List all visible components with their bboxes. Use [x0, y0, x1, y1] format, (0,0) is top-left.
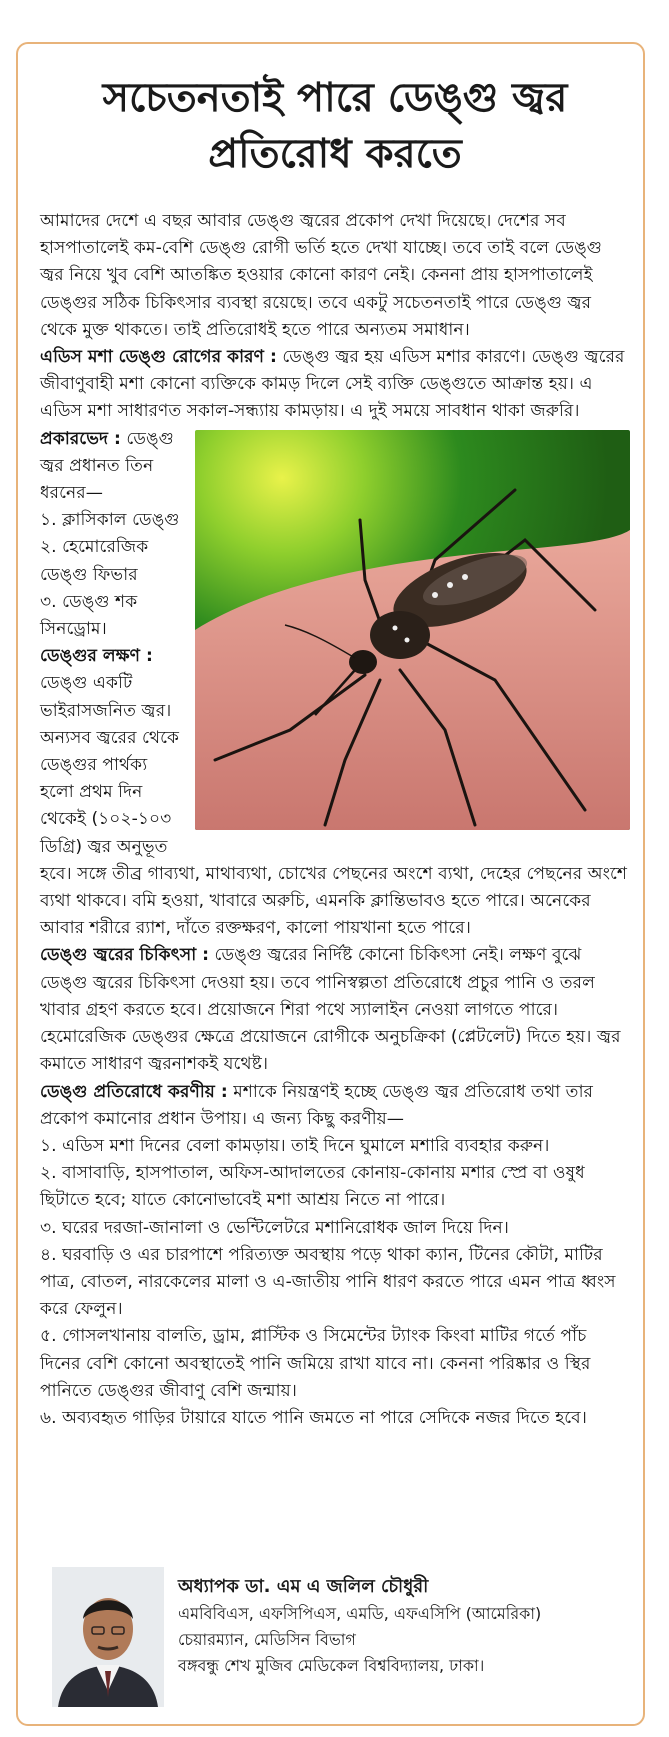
treatment-heading: ডেঙ্গু জ্বরের চিকিৎসা : [40, 945, 210, 966]
types-item: ৩. ডেঙ্গু শক সিনড্রোম। [40, 591, 138, 640]
title-line-2: প্রতিরোধ করতে [208, 130, 462, 177]
author-degrees: এমবিবিএস, এফসিপিএস, এমডি, এফএসিপি (আমেরিকা) [178, 1604, 542, 1623]
types-heading: প্রকারভেদ : [40, 428, 121, 449]
author-position: চেয়ারম্যান, মেডিসিন বিভাগ [178, 1630, 356, 1649]
author-details [178, 1573, 618, 1679]
types-section [40, 426, 630, 943]
types-item: ২. হেমোরেজিক ডেঙ্গু ফিভার [40, 537, 149, 585]
treatment-paragraph [40, 942, 630, 1078]
prevention-text: মশাকে নিয়ন্ত্রণই হচ্ছে ডেঙ্গু জ্বর প্রতিরোধ তথা তার প্রকোপ কমানোর প্রধান উপায়। এ জন্য কিছু করণীয়— [40, 1081, 594, 1129]
article-title [40, 70, 630, 182]
article [40, 60, 630, 1432]
prevention-item: ৬. অব্যবহৃত গাড়ির টায়ারে যাতে পানি জমতে না পারে সেদিকে নজর দিতে হবে। [40, 1407, 587, 1428]
title-line-1: সচেতনতাই পারে ডেঙ্গু জ্বর [102, 74, 568, 121]
cause-heading: এডিস মশা ডেঙ্গু রোগের কারণ : [40, 347, 277, 368]
author-institution: বঙ্গবন্ধু শেখ মুজিব মেডিকেল বিশ্ববিদ্যালয়, ঢাকা। [178, 1656, 485, 1675]
cause-text: ডেঙ্গু জ্বর হয় এডিস মশার কারণে। ডেঙ্গু জ্বরের জীবাণুবাহী মশা কোনো ব্যক্তিকে কামড় দিলে সেই ব্যক্তি ডেঙ্গুতে আক্রান্ত হয়। এ এডিস মশা সাধারণত সকাল-সন্ধ্যায় কামড়ায়। এ দুই সময়ে সাবধান থাকা জরুরি। [40, 347, 625, 422]
prevention-item: ২. বাসাবাড়ি, হাসপাতাল, অফিস-আদালতের কোনায়-কোনায় মশার স্প্রে বা ওষুধ ছিটাতে হবে; যাতে কোনোভাবেই মশা আশ্রয় নিতে না পারে। [40, 1163, 585, 1211]
types-item: ১. ক্লাসিকাল ডেঙ্গু [40, 510, 180, 531]
author-portrait [52, 1567, 164, 1707]
prevention-item: ৫. গোসলখানায় বালতি, ড্রাম, প্লাস্টিক ও সিমেন্টের ট্যাংক কিংবা মাটির গর্তে পাঁচ দিনের বেশি কোনো অবস্থাতেই পানি জমিয়ে রাখা যাবে না। কেননা পরিষ্কার ও স্থির পানিতে ডেঙ্গুর জীবাণু বেশি জন্মায়। [40, 1326, 591, 1401]
author-name: অধ্যাপক ডা. এম এ জলিল চৌধুরী [178, 1576, 429, 1597]
treatment-text: ডেঙ্গু জ্বরের নির্দিষ্ট কোনো চিকিৎসা নেই। লক্ষণ বুঝে ডেঙ্গু জ্বরের চিকিৎসা দেওয়া হয়। তবে পানিস্বল্পতা প্রতিরোধে প্রচুর পানি ও তরল খাবার গ্রহণ করতে হবে। প্রয়োজনে শিরা পথে স্যালাইন নেওয়া লাগতে পারে। হেমোরেজিক ডেঙ্গুর ক্ষেত্রে প্রয়োজনে রোগীকে অনুচক্রিকা (প্লেটলেট) দিতে হয়। জ্বর কমাতে সাধারণ জ্বরনাশকই যথেষ্ট। [40, 945, 621, 1075]
cause-paragraph [40, 344, 630, 426]
mosquito-photo [195, 430, 630, 830]
intro-paragraph: আমাদের দেশে এ বছর আবার ডেঙ্গু জ্বরের প্রকোপ দেখা দিয়েছে। দেশের সব হাসপাতালেই কম-বেশি ডেঙ্গু রোগী ভর্তি হতে দেখা যাচ্ছে। তবে তাই বলে ডেঙ্গু জ্বর নিয়ে খুব বেশি আতঙ্কিত হওয়ার কোনো কারণ নেই। কেননা প্রায় হাসপাতালেই ডেঙ্গুর সঠিক চিকিৎসার ব্যবস্থা রয়েছে। তবে একটু সচেতনতাই পারে ডেঙ্গু জ্বর থেকে মুক্ত থাকতে। তাই প্রতিরোধই হতে পারে অন্যতম সমাধান। [40, 211, 602, 340]
prevention-paragraph [40, 1079, 630, 1133]
symptoms-heading: ডেঙ্গুর লক্ষণ : [40, 646, 153, 667]
prevention-item: ৩. ঘরের দরজা-জানালা ও ভেন্টিলেটরে মশানিরোধক জাল দিয়ে দিন। [40, 1217, 509, 1238]
author-block [52, 1567, 612, 1707]
types-text: ডেঙ্গু জ্বর প্রধানত তিন ধরনের— [40, 428, 174, 504]
prevention-heading: ডেঙ্গু প্রতিরোধে করণীয় : [40, 1081, 228, 1102]
symptoms-text: ডেঙ্গু একটি ভাইরাসজনিত জ্বর। অন্যসব জ্বরের থেকে ডেঙ্গুর পার্থক্য হলো প্রথম দিন থেকেই (১০২-১০৩ ডিগ্রি) জ্বর অনুভূত হবে। সঙ্গে তীব্র গাব্যথা, মাথাব্যথা, চোখের পেছনের অংশে ব্যথা, দেহের পেছনের অংশে ব্যথা থাকবে। বমি হওয়া, খাবারে অরুচি, এমনকি ক্লান্তিভাবও হতে পারে। অনেকের আবার শরীরে র‍্যাশ, দাঁতে রক্তক্ষরণ, কালো পায়খানা হতে পারে। [40, 673, 628, 939]
prevention-item: ১. এডিস মশা দিনের বেলা কামড়ায়। তাই দিনে ঘুমালে মশারি ব্যবহার করুন। [40, 1135, 550, 1156]
prevention-item: ৪. ঘরবাড়ি ও এর চারপাশে পরিত্যক্ত অবস্থায় পড়ে থাকা ক্যান, টিনের কৌটা, মাটির পাত্র, বোতল, নারকেলের মালা ও এ-জাতীয় পানি ধারণ করতে পারে এমন পাত্র ধ্বংস করে ফেলুন। [40, 1244, 616, 1320]
